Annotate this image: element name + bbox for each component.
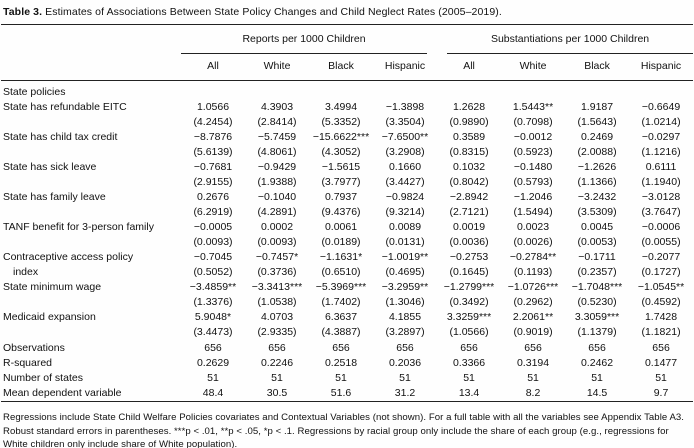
coef-cell: −1.0019** [381, 251, 429, 263]
group-header-spacer [1, 25, 181, 55]
policy-coef-row [1, 280, 693, 295]
se-cell: (0.9019) [513, 326, 553, 338]
se-cell: (0.5230) [577, 296, 617, 308]
se-cell: (0.2962) [513, 296, 553, 308]
policy-coef-row [1, 100, 693, 115]
se-cell: (3.4427) [385, 176, 425, 188]
coef-cell: 2.2061** [512, 311, 554, 323]
coef-cell: −0.0005 [193, 221, 233, 233]
table-body [1, 81, 693, 402]
coef-cell: −0.9824 [385, 191, 425, 203]
coef-cell: 1.0566 [196, 101, 230, 113]
coef-cell: −1.3898 [385, 101, 425, 113]
policy-coef-row [1, 160, 693, 175]
se-cell: (0.8042) [449, 176, 489, 188]
policy-se-row [1, 265, 693, 280]
se-cell: (1.5643) [577, 116, 617, 128]
se-cell: (5.6139) [193, 146, 233, 158]
coef-cell: −0.2077 [641, 251, 681, 263]
coef-cell: −0.7045 [193, 251, 233, 263]
se-cell: (4.2891) [257, 206, 297, 218]
stat-cell: 656 [396, 342, 414, 354]
stat-row [1, 386, 693, 402]
se-cell: (3.5309) [577, 206, 617, 218]
stat-cell: 0.3194 [516, 357, 550, 369]
coef-cell: 0.0019 [452, 221, 486, 233]
coef-cell: 0.0002 [260, 221, 294, 233]
stat-cell: 656 [332, 342, 350, 354]
se-cell: (1.3046) [385, 296, 425, 308]
coef-cell: −3.4859** [189, 281, 237, 293]
se-cell: (2.9155) [193, 176, 233, 188]
policy-se-row [1, 145, 693, 160]
se-cell: (0.0036) [449, 236, 489, 248]
coef-cell: 1.5443** [512, 101, 554, 113]
coef-cell: 0.0061 [324, 221, 358, 233]
se-cell: (1.1216) [641, 146, 681, 158]
coef-cell: 0.1032 [452, 161, 486, 173]
se-cell: (1.0214) [641, 116, 681, 128]
stat-cell: 30.5 [266, 387, 288, 399]
policy-coef-row [1, 310, 693, 325]
coef-cell: 6.3637 [324, 311, 358, 323]
se-cell: (3.3504) [385, 116, 425, 128]
coef-cell: 0.0023 [516, 221, 550, 233]
stat-label: Mean dependent variable [3, 387, 122, 399]
coef-cell: −0.1711 [578, 251, 616, 263]
table-header [1, 25, 693, 81]
stat-cell: 51 [207, 372, 219, 384]
se-cell: (0.2357) [577, 266, 617, 278]
coef-cell: −1.5615 [321, 161, 361, 173]
se-cell: (0.0026) [513, 236, 553, 248]
coef-cell: −1.1631* [319, 251, 363, 263]
coef-cell: −7.6500** [381, 131, 429, 143]
stat-row [1, 356, 693, 371]
stat-cell: 656 [588, 342, 606, 354]
column-header-white-reports: White [245, 54, 309, 81]
se-cell: (2.9335) [257, 326, 297, 338]
subheader-spacer [1, 54, 181, 81]
policy-coef-row [1, 130, 693, 145]
policy-se-row [1, 235, 693, 250]
stat-cell: 0.1477 [644, 357, 678, 369]
stat-cell: 51 [591, 372, 603, 384]
policy-label-cont [1, 175, 181, 190]
stat-cell: 656 [524, 342, 542, 354]
stat-cell: 31.2 [394, 387, 416, 399]
coef-cell: −0.0006 [641, 221, 681, 233]
stat-cell: 51 [655, 372, 667, 384]
stat-row [1, 371, 693, 386]
policy-coef-row [1, 250, 693, 265]
stat-cell: 0.2629 [196, 357, 230, 369]
stat-label: R-squared [3, 357, 53, 369]
coef-cell: −1.7048*** [571, 281, 623, 293]
column-header-black-subst: Black [565, 54, 629, 81]
coef-cell: −0.0012 [513, 131, 553, 143]
policy-se-row [1, 205, 693, 220]
se-cell: (1.1821) [641, 326, 681, 338]
column-header-white-subst: White [501, 54, 565, 81]
table-title [1, 4, 693, 24]
stat-cell: 51.6 [330, 387, 352, 399]
coef-cell: −0.1040 [257, 191, 297, 203]
group-header-substantiations [437, 25, 693, 55]
se-cell: (3.7977) [321, 176, 361, 188]
se-cell: (0.3492) [449, 296, 489, 308]
group-header-row [1, 25, 693, 55]
coef-cell: −0.7681 [193, 161, 233, 173]
coef-cell: −3.3413*** [251, 281, 303, 293]
stat-cell: 9.7 [653, 387, 669, 399]
coef-cell: 0.2469 [580, 131, 614, 143]
coef-cell: −8.7876 [193, 131, 233, 143]
coef-cell: 4.3903 [260, 101, 294, 113]
se-cell: (0.5052) [193, 266, 233, 278]
se-cell: (3.2897) [385, 326, 425, 338]
coef-cell: 3.3059*** [574, 311, 620, 323]
column-header-hispanic-subst: Hispanic [629, 54, 693, 81]
section-row [1, 81, 693, 101]
policy-label: Medicaid expansion [3, 311, 96, 323]
coef-cell: 4.0703 [260, 311, 294, 323]
coef-cell: 0.6111 [645, 161, 677, 173]
column-header-black-reports: Black [309, 54, 373, 81]
coef-cell: −1.0545** [637, 281, 685, 293]
stat-label: Observations [3, 342, 65, 354]
se-cell: (9.4376) [321, 206, 361, 218]
policy-coef-row [1, 220, 693, 235]
coef-cell: −0.0297 [641, 131, 681, 143]
se-cell: (4.2454) [193, 116, 233, 128]
stat-cell: 51 [399, 372, 411, 384]
stat-cell: 48.4 [202, 387, 224, 399]
coef-cell: −0.1480 [513, 161, 553, 173]
se-cell: (0.4695) [385, 266, 425, 278]
policy-label-cont [1, 115, 181, 130]
policy-label: State minimum wage [3, 281, 102, 293]
se-cell: (0.0189) [321, 236, 361, 248]
stat-cell: 0.2246 [260, 357, 294, 369]
coef-cell: −0.2784** [509, 251, 557, 263]
policy-label: TANF benefit for 3-person family [3, 221, 154, 233]
se-cell: (1.1379) [577, 326, 617, 338]
se-cell: (0.0093) [193, 236, 233, 248]
se-cell: (0.5793) [513, 176, 553, 188]
coef-cell: −0.9429 [257, 161, 297, 173]
policy-label-cont [1, 205, 181, 220]
coef-cell: 4.1855 [388, 311, 422, 323]
section-label: State policies [3, 86, 66, 98]
se-cell: (4.8061) [257, 146, 297, 158]
se-cell: (0.1645) [449, 266, 489, 278]
coef-cell: −15.6622*** [312, 131, 370, 143]
se-cell: (1.1366) [577, 176, 617, 188]
stat-cell: 13.4 [458, 387, 480, 399]
stat-cell: 51 [527, 372, 539, 384]
se-cell: (3.4473) [193, 326, 233, 338]
stat-cell: 656 [268, 342, 286, 354]
se-cell: (0.0053) [577, 236, 617, 248]
policy-label: State has family leave [3, 191, 106, 203]
policy-label-cont: index [13, 266, 39, 278]
coef-cell: 3.4994 [324, 101, 358, 113]
se-cell: (0.8315) [449, 146, 489, 158]
coef-cell: 0.2676 [196, 191, 230, 203]
se-cell: (0.1727) [641, 266, 681, 278]
stat-cell: 51 [463, 372, 475, 384]
coef-cell: −1.2626 [577, 161, 617, 173]
se-cell: (0.5923) [513, 146, 553, 158]
stat-cell: 8.2 [525, 387, 541, 399]
se-cell: (9.3214) [385, 206, 425, 218]
coef-cell: −1.2046 [513, 191, 553, 203]
se-cell: (0.6510) [321, 266, 361, 278]
policy-se-row [1, 175, 693, 190]
policy-label: State has refundable EITC [3, 101, 127, 113]
se-cell: (1.0566) [449, 326, 489, 338]
stat-cell: 656 [204, 342, 222, 354]
stat-cell: 656 [460, 342, 478, 354]
coef-cell: 1.9187 [580, 101, 614, 113]
group-header-reports [181, 25, 437, 55]
group-header-substantiations-label: Substantiations per 1000 Children [447, 32, 693, 54]
coef-cell: 1.7428 [644, 311, 678, 323]
se-cell: (2.8414) [257, 116, 297, 128]
coef-cell: −0.6649 [641, 101, 681, 113]
se-cell: (5.3352) [321, 116, 361, 128]
column-header-all-subst: All [437, 54, 501, 81]
se-cell: (4.3887) [321, 326, 361, 338]
table-title-label: Table 3. [3, 6, 43, 18]
se-cell: (1.9388) [257, 176, 297, 188]
stat-cell: 0.2518 [324, 357, 358, 369]
se-cell: (0.0055) [641, 236, 681, 248]
se-cell: (1.7402) [321, 296, 361, 308]
stat-cell: 51 [271, 372, 283, 384]
policy-label-cont [1, 295, 181, 310]
coef-cell: 0.0045 [580, 221, 614, 233]
stat-cell: 656 [652, 342, 670, 354]
coef-cell: −0.2753 [449, 251, 489, 263]
se-cell: (6.2919) [193, 206, 233, 218]
coef-cell: −5.7459 [257, 131, 297, 143]
se-cell: (4.3052) [321, 146, 361, 158]
stat-cell: 14.5 [586, 387, 608, 399]
stat-cell: 0.2036 [388, 357, 422, 369]
coef-cell: −3.2959** [381, 281, 429, 293]
se-cell: (0.0131) [385, 236, 425, 248]
table-title-text: Estimates of Associations Between State Policy Changes and Child Neglect Rates (2005–2019). [45, 6, 502, 18]
results-table [1, 24, 693, 402]
se-cell: (0.1193) [513, 266, 553, 278]
coef-cell: −3.0128 [641, 191, 681, 203]
column-header-hispanic-reports: Hispanic [373, 54, 437, 81]
stat-cell: 51 [335, 372, 347, 384]
coef-cell: 5.9048* [194, 311, 232, 323]
se-cell: (1.1940) [641, 176, 681, 188]
policy-label: State has sick leave [3, 161, 97, 173]
coef-cell: 3.3259*** [446, 311, 492, 323]
stat-cell: 0.2462 [580, 357, 614, 369]
se-cell: (0.4592) [641, 296, 681, 308]
subheader-row [1, 54, 693, 81]
se-cell: (1.3376) [193, 296, 233, 308]
stat-row [1, 340, 693, 356]
coef-cell: 0.3589 [452, 131, 486, 143]
se-cell: (1.0538) [257, 296, 297, 308]
policy-coef-row [1, 190, 693, 205]
policy-label: Contraceptive access policy [3, 251, 134, 263]
stat-label: Number of states [3, 372, 83, 384]
coef-cell: −0.7457* [255, 251, 299, 263]
coef-cell: −3.2432 [577, 191, 617, 203]
se-cell: (0.7098) [513, 116, 553, 128]
coef-cell: −1.2799*** [443, 281, 495, 293]
coef-cell: −1.0726*** [507, 281, 559, 293]
se-cell: (2.0088) [577, 146, 617, 158]
policy-label-cont [1, 145, 181, 160]
se-cell: (1.5494) [513, 206, 553, 218]
column-header-all-reports: All [181, 54, 245, 81]
coef-cell: −2.8942 [449, 191, 489, 203]
stat-cell: 0.3366 [452, 357, 486, 369]
coef-cell: 0.1660 [388, 161, 422, 173]
coef-cell: 0.7937 [324, 191, 358, 203]
coef-cell: −5.3969*** [315, 281, 367, 293]
coef-cell: 0.0089 [388, 221, 422, 233]
se-cell: (0.3736) [257, 266, 297, 278]
policy-se-row [1, 295, 693, 310]
se-cell: (3.2908) [385, 146, 425, 158]
se-cell: (0.0093) [257, 236, 297, 248]
table-footnote: Regressions include State Child Welfare Policies covariates and Contextual Variables (not shown). For a full table with all the variables see Appendix Table A3. Robust standard errors in parentheses. ***p < .01, **p < .05, *p < .1. Regressions by racial group only include the share of each group (e.g., regressions for White children only include share of White population). [3, 412, 684, 448]
coef-cell: 1.2628 [452, 101, 486, 113]
group-header-reports-label: Reports per 1000 Children [181, 32, 427, 54]
policy-se-row [1, 325, 693, 340]
se-cell: (2.7121) [449, 206, 489, 218]
policy-label: State has child tax credit [3, 131, 118, 143]
policy-se-row [1, 115, 693, 130]
se-cell: (3.7647) [641, 206, 681, 218]
policy-label-cont [1, 325, 181, 340]
se-cell: (0.9890) [449, 116, 489, 128]
policy-label-cont [1, 235, 181, 250]
